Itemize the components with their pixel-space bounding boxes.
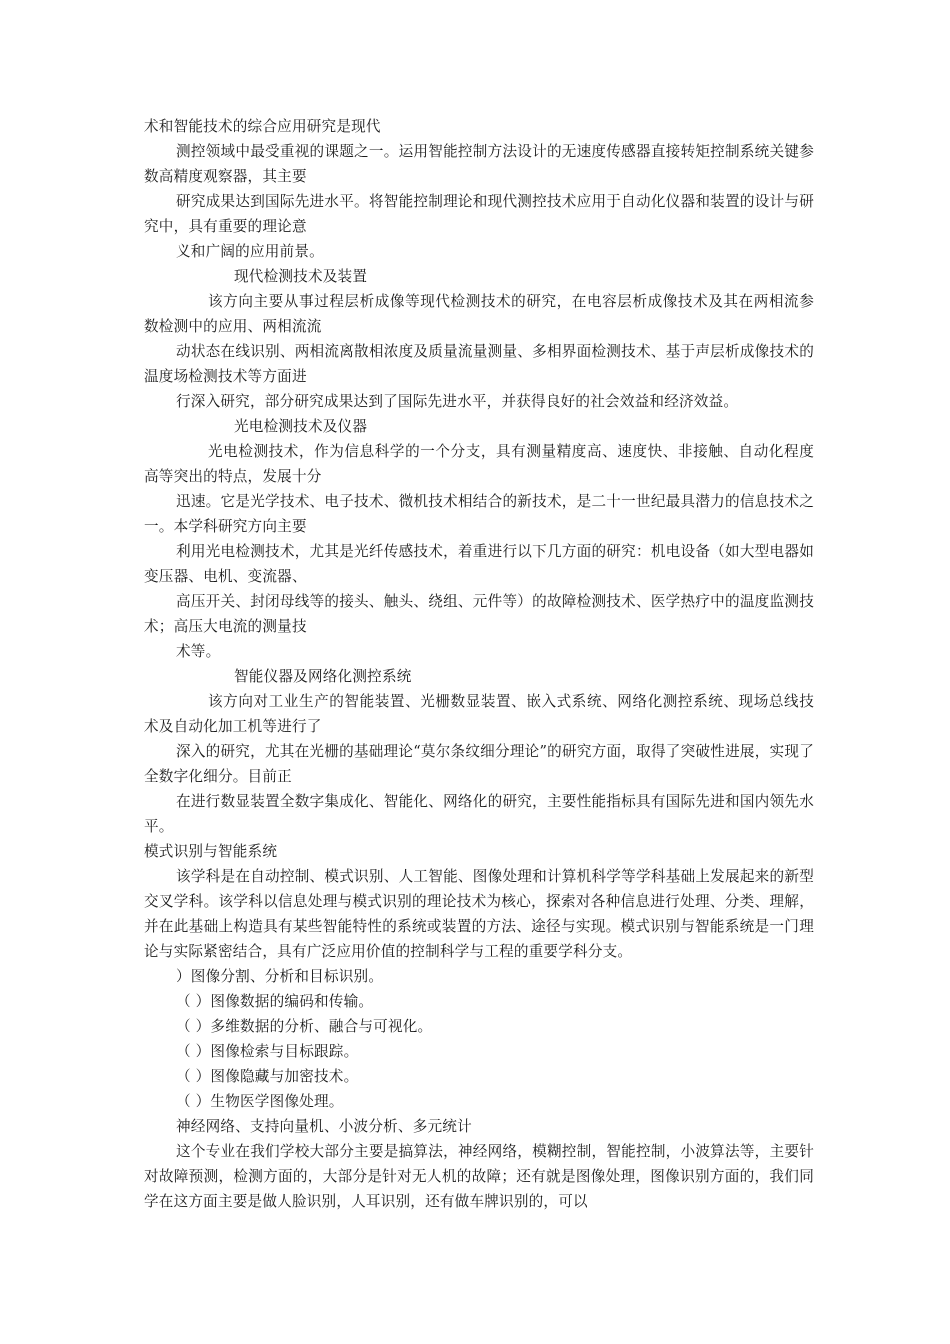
paragraph: 测控领域中最受重视的课题之一。运用智能控制方法设计的无速度传感器直接转矩控制系统关键参数高精度观察器，其主要: [144, 143, 814, 185]
paragraph: 在进行数显装置全数字集成化、智能化、网络化的研究，主要性能指标具有国际先进和国内领先水平。: [144, 793, 814, 835]
paragraph: 深入的研究，尤其在光栅的基础理论“莫尔条纹细分理论”的研究方面，取得了突破性进展，实现了全数字化细分。目前正: [144, 743, 814, 785]
paragraph: 这个专业在我们学校大部分主要是搞算法，神经网络，模糊控制，智能控制，小波算法等，主要针对故障预测，检测方面的，大部分是针对无人机的故障；还有就是图像处理，图像识别方面的，我们同学在这方面主要是做人脸识别，人耳识别，还有做车牌识别的，可以: [144, 1143, 814, 1210]
section-heading: 模式识别与智能系统: [144, 843, 278, 860]
section-heading: 光电检测技术及仪器: [234, 418, 368, 435]
paragraph: 动状态在线识别、两相流离散相浓度及质量流量测量、多相界面检测技术、基于声层析成像技术的温度场检测技术等方面进: [144, 343, 814, 385]
list-item: （ ）图像数据的编码和传输。: [176, 993, 374, 1010]
paragraph: 义和广阔的应用前景。: [176, 243, 324, 260]
section-heading: 现代检测技术及装置: [234, 268, 368, 285]
document-body: [144, 114, 814, 1214]
list-item: （ ）生物医学图像处理。: [176, 1093, 344, 1110]
paragraph: 研究成果达到国际先进水平。将智能控制理论和现代测控技术应用于自动化仪器和装置的设计与研究中，具有重要的理论意: [144, 193, 814, 235]
paragraph: 迅速。它是光学技术、电子技术、微机技术相结合的新技术，是二十一世纪最具潜力的信息技术之一。本学科研究方向主要: [144, 493, 814, 535]
paragraph: 行深入研究，部分研究成果达到了国际先进水平，并获得良好的社会效益和经济效益。: [176, 393, 739, 410]
paragraph: 该方向主要从事过程层析成像等现代检测技术的研究，在电容层析成像技术及其在两相流参数检测中的应用、两相流流: [144, 293, 814, 335]
list-item: （ ）多维数据的分析、融合与可视化。: [176, 1018, 433, 1035]
paragraph: 利用光电检测技术，尤其是光纤传感技术，着重进行以下几方面的研究：机电设备（如大型电器如变压器、电机、变流器、: [144, 543, 814, 585]
paragraph: 该学科是在自动控制、模式识别、人工智能、图像处理和计算机科学等学科基础上发展起来的新型交叉学科。该学科以信息处理与模式识别的理论技术为核心，探索对各种信息进行处理、分类、理解，并在此基础上构造具有某些智能特性的系统或装置的方法、途径与实现。模式识别与智能系统是一门理论与实际紧密结合，具有广泛应用价值的控制科学与工程的重要学科分支。: [144, 868, 814, 960]
paragraph: 该方向对工业生产的智能装置、光栅数显装置、嵌入式系统、网络化测控系统、现场总线技术及自动化加工机等进行了: [144, 693, 814, 735]
paragraph: 术和智能技术的综合应用研究是现代: [144, 118, 381, 135]
list-item: （ ）图像检索与目标跟踪。: [176, 1043, 359, 1060]
list-item: （ ）图像隐藏与加密技术。: [176, 1068, 359, 1085]
paragraph: 术等。: [176, 643, 221, 660]
section-heading: 智能仪器及网络化测控系统: [234, 668, 412, 685]
list-item: ）图像分割、分析和目标识别。: [176, 968, 384, 985]
section-heading: 神经网络、支持向量机、小波分析、多元统计: [176, 1118, 472, 1135]
paragraph: 光电检测技术，作为信息科学的一个分支，具有测量精度高、速度快、非接触、自动化程度高等突出的特点，发展十分: [144, 443, 814, 485]
paragraph: 高压开关、封闭母线等的接头、触头、绕组、元件等）的故障检测技术、医学热疗中的温度监测技术；高压大电流的测量技: [144, 593, 814, 635]
